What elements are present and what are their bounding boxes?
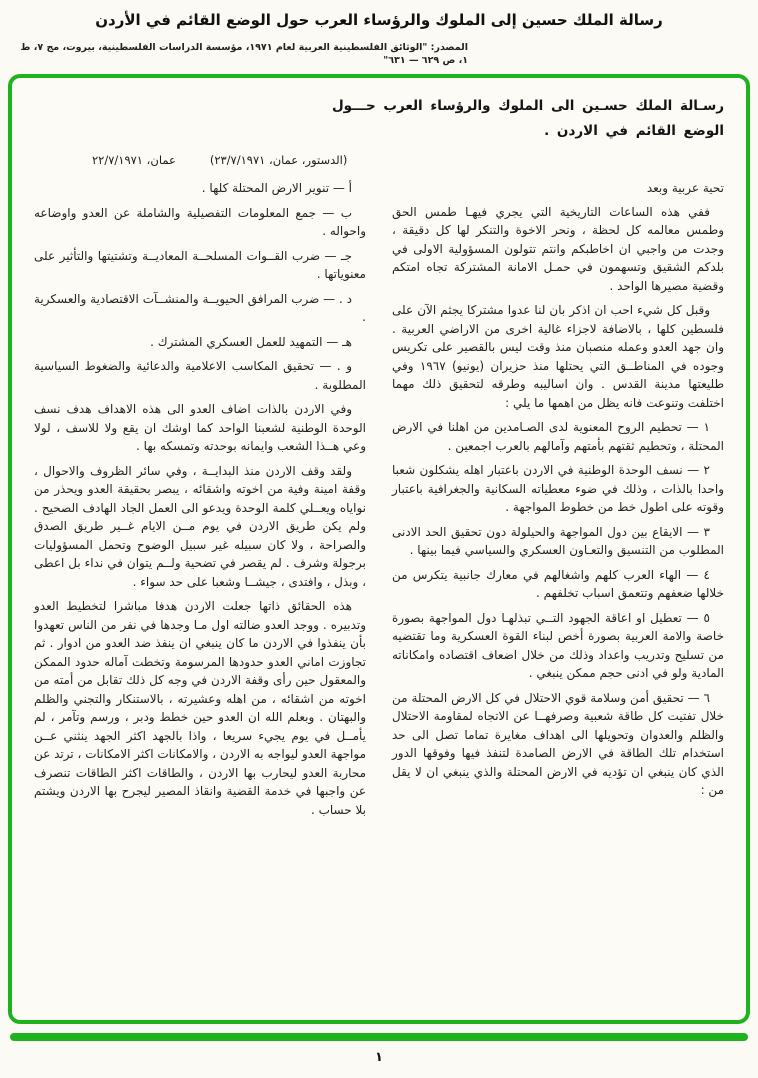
list-item-6: ٦ — تحقيق أمن وسلامة قوي الاحتلال في كل الارض المحتلة من خلال تفتيت كل طاقة شعبية وصرفهــا عن الاتجاه لمقاومة الاحتلال والظلم والعدوان وتحويلها الى اهداف مغايرة تماما تصل الى حد استخدام تلك الطاقة في الارض الصامدة لتنفذ فيها وفوقها الدور الذي كان ينبغي ان تؤديه في الارض المحتلة والذي ينبغي ان لا يقل من : xyxy=(392,690,724,797)
greeting-line: تحية عربية وبعد xyxy=(646,181,724,195)
sublist-item-h: هـ — التمهيد للعمل العسكري المشترك . xyxy=(150,334,352,349)
document-green-frame xyxy=(8,74,750,1024)
sublist-item-d: د . — ضرب المرافق الحيويــة والمنشــآت الاقتصادية والعسكرية . xyxy=(34,291,366,324)
paragraph-jordan-unity: وفي الاردن بالذات اضاف العدو الى هذه الاهداف هدف نسف الوحدة الوطنية لشعبنا الواحد كما اوشك ان يقع ولا للاسف ، لولا وعي هــذا الشعب وايمانه بوحدته وتمسكه بها . xyxy=(34,402,366,453)
document-title-line2: الوضع القائم في الاردن . xyxy=(544,123,724,139)
right-column xyxy=(392,179,724,825)
two-column-body xyxy=(34,179,724,825)
page-number: ١ xyxy=(375,1050,383,1065)
paragraph-enemy-plot: هذه الحقائق ذاتها جعلت الاردن هدفا مباشرا لتخطيط العدو وتدبيره . ووجد العدو ضالته اول مـا وجدها في نفر من الناس تعهدوا بأن ينفذوا في الاردن ما كان ينبغي ان ينفذ ضد العدو من ادوار . ثم تجاوزت اماني العدو حدودها المرسومة وتخطت آماله حدود الممكن والمعقول حين رأى وقفة الاردن في وجه كل ذلك تقابل من أمته من اخوته من اشقائه ، من اهله وعشيرته ، بالاستنكار والتجني والظلم والبهتان . وبعلم الله ان العدو حين خطط ودبر ، ورسم وتآمر ، لم يأمــل في يوم يجيء سريعا ، واذا بالجهد اكثر الجهد ينثني عــن مواجهة العدو ليواجه به الاردن ، والامكانات اكثر الامكانات ، ترتد عن محاربة العدو ليحارب بها الاردن ، والطاقات اكثر الطاقات تنصرف عن واجبها في خدمة القضية وانقاذ المصير ليجرح بها الاردن ويشتم بلا حساب . xyxy=(34,599,366,817)
paragraph-jordan-stance: ولقد وقف الاردن منذ البدايــة ، وفي سائر الظروف والاحوال ، وقفة امينة وفية من اخوته واشقائه ، يبصر بحقيقة العدو ويحذر من نواياه ويعــلي كلمة الوحدة ويدعو الى العمل الجاد الهادف الصحيح . ولم يكن طريق الاردن في يوم مــن الايام غــير طريق الصدق والصراحة ، ولا كان سبيله غير سبيل الوضوح وتحمل المسؤوليات برجولة وشرف . لم يقصر في تضحية ولــم يتوان في نداء بل اعطى ، وبذل ، وافتدى ، جيشــا وشعبا على حد سواء . xyxy=(34,463,366,589)
source-citation: المصدر: "الوثائق الفلسطينية العربية لعام ١٩٧١، مؤسسة الدراسات الفلسطينية، بيروت، مج ٧، ط ١، ص ٦٢٩ — ٦٣١" xyxy=(20,42,468,66)
dateline-newspaper-source: (الدستور، عمان، ٢٣/٧/١٩٧١) xyxy=(209,153,348,167)
list-item-2: ٢ — نسف الوحدة الوطنية في الاردن باعتبار اهله يشكلون شعبا واحدا بالذات ، وذلك في ضوء معطياته السكانية والجغرافية باعتبار وقوته على اطول خط من خطوط المواجهة . xyxy=(392,463,724,514)
list-item-3: ٣ — الايقاع بين دول المواجهة والحيلولة دون تحقيق الحد الادنى المطلوب من التنسيق والتعـاون العسكري والسياسي فيما بينها . xyxy=(392,524,724,557)
sublist-item-j: جـ — ضرب القــوات المسلحــة المعاديــة وتشتيتها والتأثير على معنوياتها . xyxy=(34,248,366,281)
document-title-line1: رسـالة الملك حسـين الى الملوك والرؤساء العرب حـــول xyxy=(331,98,724,114)
dateline xyxy=(92,153,724,167)
sublist-item-w: و . — تحقيق المكاسب الاعلامية والدعائية والضغوط السياسية المطلوبة . xyxy=(34,359,366,392)
sublist-item-a: أ — تنوير الارض المحتلة كلها . xyxy=(201,181,352,195)
green-divider-bar xyxy=(10,1033,748,1041)
list-item-4: ٤ — الهاء العرب كلهم واشغالهم في معارك جانبية يتكرس من خلالها ضعفهم وتتعمق اسباب تخلفهم . xyxy=(392,567,724,600)
list-item-1: ١ — تحطيم الروح المعنوية لدى الصـامدين من اهلنا في الارض المحتلة ، وتحطيم ثقتهم بأمتهم وآمالهم بالعرب اجمعين . xyxy=(392,420,724,453)
paragraph-common-enemy: وقبل كل شيء احب ان اذكر بان لنا عدوا مشتركا يجثم الآن على فلسطين كلها ، بالاضافة لاجزاء غالية اخرى من الاراضي العربية . وان جهد العدو وعمله منصبان منذ وقت ليس بالقصير على تكريس وجوده في المناطــق التي يحتلها منذ حزيران (يونيو) ١٩٦٧ وفي طليعتها مدينة القدس . وان اساليبه وطرقه لتحقيق ذلك مهما اختلفت وتنوعت فانه يظل من اهمها ما يلي : xyxy=(392,303,724,410)
document-header-title: رسالة الملك حسين إلى الملوك والرؤساء العرب حول الوضع القائم في الأردن xyxy=(95,11,663,29)
paragraph-intro: ففي هذه الساعات التاريخية التي يجري فيهـا طمس الحق وطمس معالمه كل لحظة ، ونحر الاخوة والتنكر لها كل دقيقة ، وجدت من واجبي ان اخاطبكم وانتم تتولون المسؤولية الاولى في بلدكم الشقيق وتسهمون في حمـل الامانة المشتركة تجاه امتكم وقضية مصيرها الواحد . xyxy=(392,204,724,293)
document-title xyxy=(34,94,724,144)
left-column xyxy=(34,179,366,825)
list-item-5: ٥ — تعطيل او اعاقة الجهود التــي تبذلهـا دول المواجهة بصورة خاصة والامة العربية بصورة أخص لبناء القوة العسكرية وما تقتضيه من تسليح وتدريب واعداد وذلك من خلال اضعاف اقتصاده وامكاناته المادية ولو في ادنى حجم ممكن ينبغي . xyxy=(392,610,724,680)
dateline-place-date: عمان، ٢٢/٧/١٩٧١ xyxy=(92,153,176,167)
sublist-item-b: ب — جمع المعلومات التفصيلية والشاملة عن العدو واوضاعه واحواله . xyxy=(34,205,366,238)
